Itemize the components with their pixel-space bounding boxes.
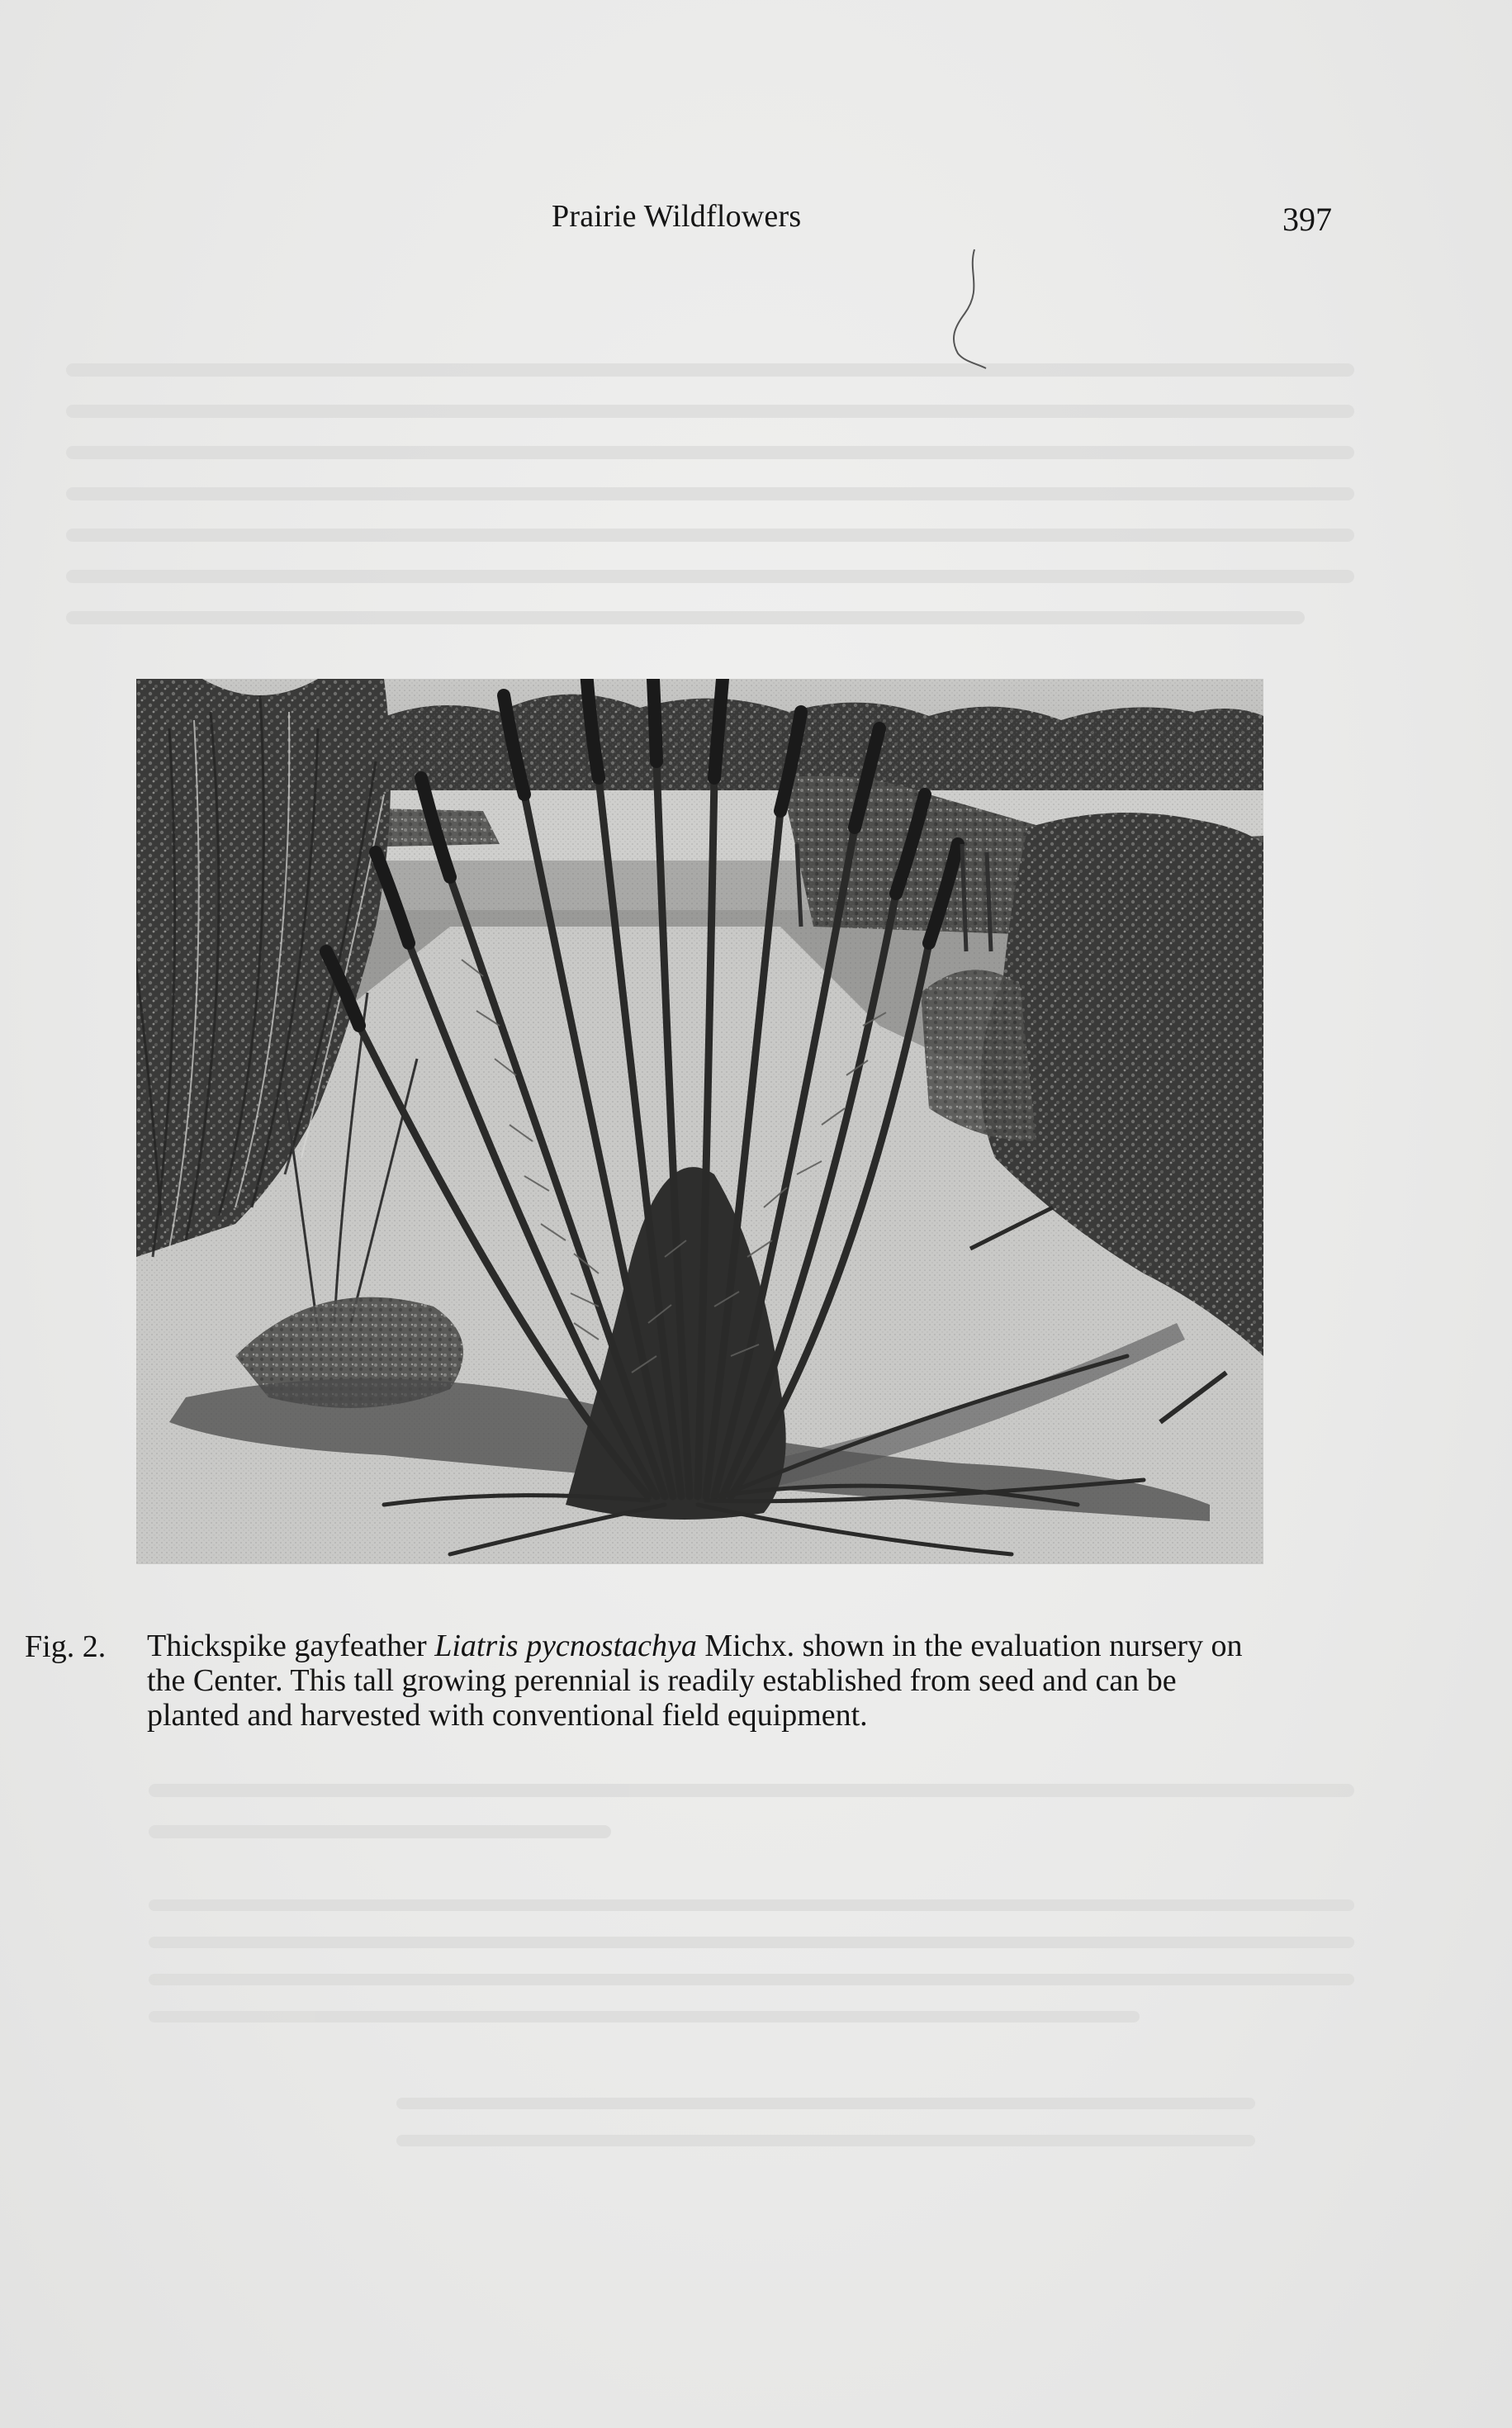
caption-line-1-end: Michx. shown in the evaluation nursery on (696, 1629, 1243, 1663)
page-number: 397 (1282, 201, 1332, 238)
caption-line-3: planted and harvested with conventional field equipment. (147, 1698, 868, 1733)
caption-line-2: the Center. This tall growing perennial is readily established from seed and can be (147, 1663, 1177, 1698)
caption-text (147, 1629, 1361, 1733)
figure-label: Fig. 2. (25, 1629, 107, 1664)
running-title: Prairie Wildflowers (552, 199, 802, 234)
caption-line-1-start: Thickspike gayfeather (147, 1629, 435, 1663)
figure-caption (0, 1629, 1512, 1777)
caption-line-1 (147, 1629, 1361, 1663)
species-name: Liatris pycnostachya (434, 1629, 697, 1663)
photo-illustration (136, 679, 1263, 1564)
stray-pen-mark (925, 248, 991, 372)
photograph (136, 679, 1263, 1564)
running-head (0, 198, 1512, 239)
